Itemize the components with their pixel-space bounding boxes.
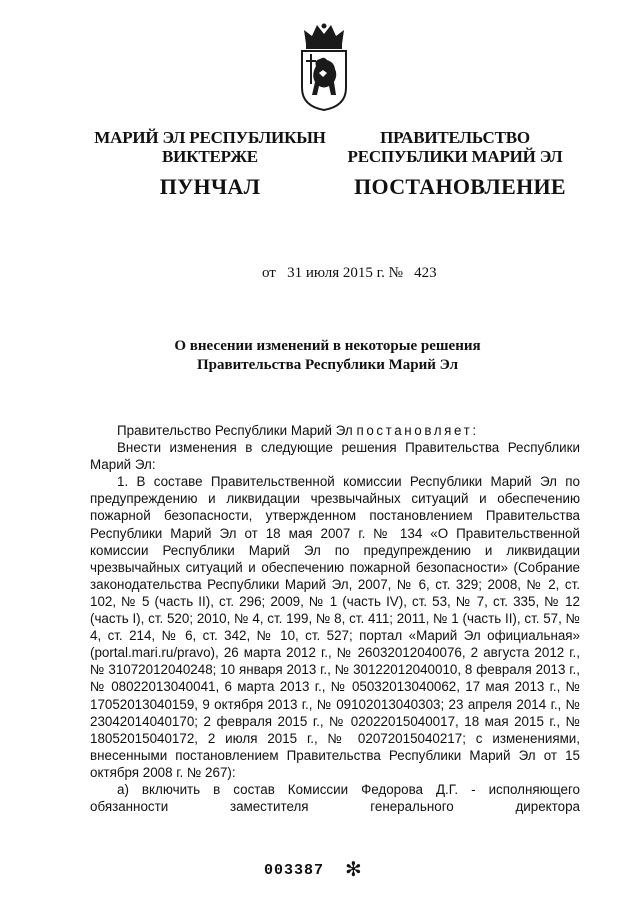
paragraph-2: Внести изменения в следующие решения Правительства Республики Марий Эл: [90,440,580,473]
intro-subject: Правительство Республики Марий Эл [117,423,353,438]
doctype-russian: ПОСТАНОВЛЕНИЕ [354,174,566,199]
header-russian-line1: ПРАВИТЕЛЬСТВО [380,128,530,147]
title-line1: О внесении изменений в некоторые решения [174,338,481,354]
document-title [80,337,575,375]
header-russian-line2: РЕСПУБЛИКИ МАРИЙ ЭЛ [347,147,563,166]
doctype-marii: ПУНЧАЛ [159,174,261,199]
intro-verb: постановляет: [356,423,479,438]
paragraph-4: а) включить в состав Комиссии Федорова Д.Г. - исполняющего обязанности заместителя генерального директора [90,781,580,815]
asterisk-mark-icon: ✻ [345,857,362,881]
serial-number: 003387 [264,862,325,879]
date-prefix: от [262,265,276,281]
intro-paragraph [90,422,580,439]
decree-date: 31 июля 2015 г. [287,265,385,281]
header-marii-block [80,128,340,166]
header-marii-line1: МАРИЙ ЭЛ РЕСПУБЛИКЫН [94,128,326,147]
paragraph-3: 1. В составе Правительственной комиссии Республики Марий Эл по предупреждению и ликвидации чрезвычайных ситуаций и обеспечению пожарной безопасности, утвержденном постановлением Правительства Республики Марий Эл от 18 мая 2007 г. № 134 «О Правительственной комиссии Республики Марий Эл по предупреждению и ликвидации чрезвычайных ситуаций и обеспечению пожарной безопасности» (Собрание законодательства Республики Марий Эл, 2007, № 6, ст. 329; 2008, № 2, ст. 102, № 5 (часть II), ст. 296; 2009, № 1 (часть IV), ст. 53, № 7, ст. 335, № 12 (часть I), ст. 520; 2010, № 4, ст. 199, № 8, ст. 411; 2011, № 1 (часть II), ст. 57, № 4, ст. 214, № 6, ст. 342, № 10, ст. 527; портал «Марий Эл официальная» (portal.mari.ru/pravo), 26 марта 2012 г., № 26032012040076, 2 августа 2012 г., № 31072012040248; 10 января 2013 г., № 30122012040010, 8 февраля 2013 г., № 08022013040041, 6 марта 2013 г., № 05032013040062, 17 мая 2013 г., № 17052013040159, 9 октября 2013 г., № 09102013040303; 23 апреля 2014 г., № 23042014040170; 2 февраля 2015 г., № 02022015040017, 18 мая 2015 г., № 18052015040172, 2 июля 2015 г., № 02072015040217; с изменениями, внесенными постановлением Правительства Республики Марий Эл от 15 октября 2008 г. № 267): [90,474,580,780]
title-line2: Правительства Республики Марий Эл [196,357,459,373]
coat-of-arms-emblem [296,20,352,112]
header-russian-block [336,128,574,166]
decree-number: 423 [414,265,437,281]
number-label: № [388,265,403,281]
document-body [90,422,580,815]
header-marii-line2: ВИКТЕРЖЕ [162,147,258,166]
decree-date-line [262,265,437,282]
